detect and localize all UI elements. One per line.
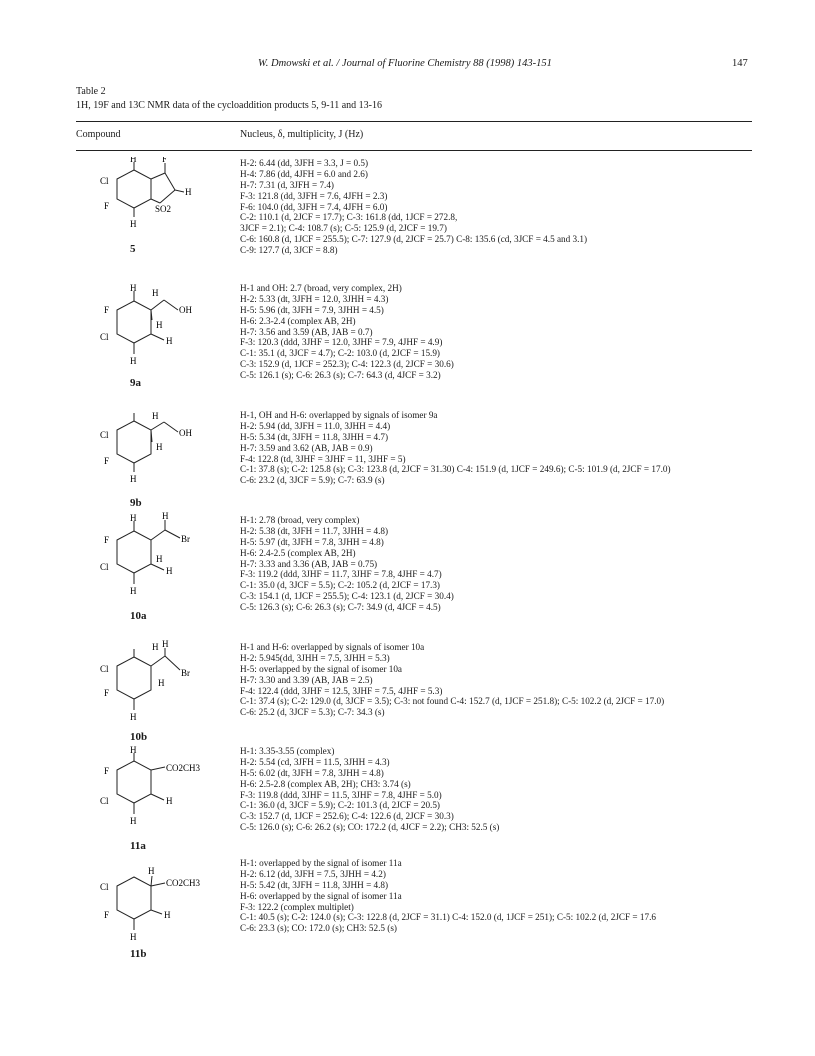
nmr-line: C-2: 110.1 (d, 2JCF = 17.7); C-3: 161.8 (dd, 1JCF = 272.8, xyxy=(240,212,458,223)
column-header-nucleus: Nucleus, δ, multiplicity, J (Hz) xyxy=(240,129,364,140)
nmr-line: C-3: 154.1 (d, 1JCF = 255.5); C-4: 123.1 (d, 2JCF = 30.4) xyxy=(240,591,454,602)
nmr-line: 3JCF = 2.1); C-4: 108.7 (s); C-5: 125.9 (d, 2JCF = 19.7) xyxy=(240,223,447,234)
nmr-line: F-3: 119.2 (ddd, 3JHF = 11.7, 3JHF = 7.8, 4JHF = 4.7) xyxy=(240,569,442,580)
atom-h: H xyxy=(130,932,137,942)
compound-label: 10b xyxy=(130,731,148,743)
nmr-data-10a xyxy=(240,515,760,613)
nmr-line: H-7: 3.56 and 3.59 (AB, JAB = 0.7) xyxy=(240,326,373,337)
nmr-data-9a xyxy=(240,283,760,381)
nmr-line: C-6: 160.8 (d, 1JCF = 255.5); C-7: 127.9 (d, 2JCF = 25.7) C-8: 135.6 (cd, 3JCF = 4.5 and 3.1) xyxy=(240,234,588,245)
journal-citation: W. Dmowski et al. / Journal of Fluorine Chemistry 88 (1998) 143-151 xyxy=(258,58,552,69)
atom-h: H xyxy=(185,187,192,197)
nmr-line: C-6: 23.3 (s); CO: 172.0 (s); CH3: 52.5 (s) xyxy=(240,923,397,934)
atom-h: H xyxy=(162,512,169,521)
nmr-line: C-5: 126.3 (s); C-6: 26.3 (s); C-7: 34.9 (d, 4JCF = 4.5) xyxy=(240,602,441,613)
nmr-line: H-2: 5.94 (dd, 3JFH = 11.0, 3JHH = 4.4) xyxy=(240,420,391,431)
nmr-line: H-2: 5.38 (dt, 3JFH = 11.7, 3JHH = 4.8) xyxy=(240,525,389,536)
nmr-line: H-2: 6.44 (dd, 3JFH = 3.3, J = 0.5) xyxy=(240,158,369,168)
nmr-line: H-1: overlapped by the signal of isomer 11a xyxy=(240,858,402,868)
nmr-data-5 xyxy=(240,158,760,256)
table-header-rule xyxy=(76,150,752,151)
atom-h: H xyxy=(130,712,137,722)
molecule-diagram-9a xyxy=(72,282,202,370)
nmr-line: H-2: 5.945(dd, 3JHH = 7.5, 3JHH = 5.3) xyxy=(240,652,390,663)
structure-9a xyxy=(72,282,202,394)
nmr-line: H-1 and OH: 2.7 (broad, very complex, 2H) xyxy=(240,283,402,293)
running-header xyxy=(0,58,815,72)
atom-h: H xyxy=(152,411,159,421)
atom-so2: SO2 xyxy=(155,204,172,214)
atom-h: H xyxy=(152,642,159,652)
atom-f: F xyxy=(104,201,110,211)
atom-co2ch3: CO2CH3 xyxy=(166,763,201,773)
nmr-line: H-7: 3.30 and 3.39 (AB, JAB = 2.5) xyxy=(240,674,373,685)
nmr-line: H-6: 2.3-2.4 (complex AB, 2H) xyxy=(240,315,356,326)
nmr-line: C-1: 37.8 (s); C-2: 125.8 (s); C-3: 123.8 (d, 2JCF = 31.30) C-4: 151.9 (d, 1JCF = 249.6); C-5: 101.9 (d, 2JCF = 17.0) xyxy=(240,464,671,475)
table-label: Table 2 xyxy=(76,86,106,97)
molecule-diagram-9b xyxy=(72,408,202,490)
atom-br: Br xyxy=(181,534,190,544)
atom-h: H xyxy=(158,678,165,688)
nmr-data-11a xyxy=(240,746,760,833)
nmr-line: C-5: 126.0 (s); C-6: 26.2 (s); CO: 172.2 (d, 4JCF = 2.2); CH3: 52.5 (s) xyxy=(240,822,500,833)
nmr-line: F-3: 119.8 (ddd, 3JHF = 11.5, 3JHF = 7.8, 4JHF = 5.0) xyxy=(240,789,442,800)
structure-11b xyxy=(72,862,202,970)
nmr-line: H-2: 5.33 (dt, 3JFH = 12.0, 3JHH = 4.3) xyxy=(240,293,389,304)
nmr-line: F-4: 122.8 (td, 3JHF = 3JHF = 11, 3JHF = 5) xyxy=(240,453,406,464)
structure-10b xyxy=(72,640,202,745)
nmr-line: H-2: 6.12 (dd, 3JFH = 7.5, 3JHH = 4.2) xyxy=(240,868,386,879)
atom-f: F xyxy=(162,157,168,164)
atom-h: H xyxy=(162,640,169,649)
atom-co2ch3: CO2CH3 xyxy=(166,878,201,888)
atom-f: F xyxy=(104,766,110,776)
atom-h: H xyxy=(130,745,137,755)
atom-h: H xyxy=(166,796,173,806)
molecule-diagram-5 xyxy=(72,157,202,237)
nmr-line: H-7: 3.33 and 3.36 (AB, JAB = 0.75) xyxy=(240,558,378,569)
nmr-line: H-6: overlapped by the signal of isomer 11a xyxy=(240,890,402,901)
column-header-compound: Compound xyxy=(76,129,121,140)
atom-f: F xyxy=(104,456,110,466)
nmr-line: H-7: 3.59 and 3.62 (AB, JAB = 0.9) xyxy=(240,442,373,453)
nmr-line: H-5: 5.96 (dt, 3JFH = 7.9, 3JHH = 4.5) xyxy=(240,304,384,315)
atom-cl: Cl xyxy=(100,664,109,674)
nmr-line: C-6: 23.2 (d, 3JCF = 5.9); C-7: 63.9 (s) xyxy=(240,475,385,486)
nmr-line: C-9: 127.7 (d, 3JCF = 8.8) xyxy=(240,245,338,256)
atom-h: H xyxy=(156,442,163,452)
nmr-line: H-4: 7.86 (dd, 4JFH = 6.0 and 2.6) xyxy=(240,168,368,179)
atom-h: H xyxy=(166,336,173,346)
nmr-line: H-5: 5.97 (dt, 3JFH = 7.8, 3JHH = 4.8) xyxy=(240,536,384,547)
molecule-diagram-11b xyxy=(72,862,202,950)
structure-9b xyxy=(72,408,202,508)
nmr-line: C-3: 152.9 (d, 1JCF = 252.3); C-4: 122.3 (d, 2JCF = 30.6) xyxy=(240,359,454,370)
atom-h: H xyxy=(166,566,173,576)
atom-h: H xyxy=(164,910,171,920)
nmr-line: F-3: 122.2 (complex multiplet) xyxy=(240,901,354,912)
nmr-line: H-1 and H-6: overlapped by signals of isomer 10a xyxy=(240,642,425,652)
compound-label: 5 xyxy=(130,243,136,255)
nmr-line: C-1: 37.4 (s); C-2: 129.0 (d, 3JCF = 3.5); C-3: not found C-4: 152.7 (d, 1JCF = 251.8); C-5: 102.2 (d, 2JCF = 17.0) xyxy=(240,696,665,707)
atom-h: H xyxy=(130,356,137,366)
nmr-line: H-2: 5.54 (cd, 3JFH = 11.5, 3JHH = 4.3) xyxy=(240,756,390,767)
atom-cl: Cl xyxy=(100,176,109,186)
atom-h: H xyxy=(152,288,159,298)
atom-h: H xyxy=(130,513,137,523)
atom-h: H xyxy=(130,157,137,164)
table-caption: 1H, 19F and 13C NMR data of the cycloaddition products 5, 9-11 and 13-16 xyxy=(76,100,382,111)
nmr-line: F-3: 120.3 (ddd, 3JHF = 12.0, 3JHF = 7.9, 4JHF = 4.9) xyxy=(240,337,443,348)
atom-br: Br xyxy=(181,668,190,678)
table-top-rule xyxy=(76,121,752,122)
atom-f: F xyxy=(104,305,110,315)
atom-h: H xyxy=(156,554,163,564)
atom-h: H xyxy=(130,586,137,596)
compound-label: 11a xyxy=(130,840,146,852)
nmr-line: H-1: 2.78 (broad, very complex) xyxy=(240,515,360,525)
nmr-line: C-1: 35.0 (d, 3JCF = 5.5); C-2: 105.2 (d, 2JCF = 17.3) xyxy=(240,580,440,591)
structure-11a xyxy=(72,744,202,854)
nmr-line: F-3: 121.8 (dd, 3JFH = 7.6, 4JFH = 2.3) xyxy=(240,190,388,201)
compound-label: 9a xyxy=(130,377,141,389)
atom-h: H xyxy=(156,320,163,330)
atom-h: H xyxy=(130,283,137,293)
nmr-line: C-1: 40.5 (s); C-2: 124.0 (s); C-3: 122.8 (d, 2JCF = 31.1) C-4: 152.0 (d, 1JCF = 251); C-5: 102.2 (d, 2JCF = 17.6 xyxy=(240,912,656,923)
atom-cl: Cl xyxy=(100,882,109,892)
nmr-line: H-1: 3.35-3.55 (complex) xyxy=(240,746,335,756)
atom-oh: OH xyxy=(179,428,192,438)
compound-label: 11b xyxy=(130,948,147,960)
compound-label: 9b xyxy=(130,497,142,509)
atom-cl: Cl xyxy=(100,562,109,572)
nmr-line: H-1, OH and H-6: overlapped by signals of isomer 9a xyxy=(240,410,438,420)
atom-h: H xyxy=(148,866,155,876)
nmr-line: H-7: 7.31 (d, 3JFH = 7.4) xyxy=(240,179,334,190)
molecule-diagram-10a xyxy=(72,512,202,600)
nmr-line: C-5: 126.1 (s); C-6: 26.3 (s); C-7: 64.3 (d, 4JCF = 3.2) xyxy=(240,370,441,381)
structure-10a xyxy=(72,512,202,624)
atom-cl: Cl xyxy=(100,796,109,806)
nmr-line: H-6: 2.5-2.8 (complex AB, 2H); CH3: 3.74 (s) xyxy=(240,778,411,789)
atom-f: F xyxy=(104,910,110,920)
nmr-line: C-6: 25.2 (d, 3JCF = 5.3); C-7: 34.3 (s) xyxy=(240,707,385,718)
atom-f: F xyxy=(104,535,110,545)
nmr-line: C-1: 35.1 (d, 3JCF = 4.7); C-2: 103.0 (d, 2JCF = 15.9) xyxy=(240,348,440,359)
nmr-line: C-1: 36.0 (d, 3JCF = 5.9); C-2: 101.3 (d, 2JCF = 20.5) xyxy=(240,800,440,811)
molecule-diagram-11a xyxy=(72,744,202,832)
nmr-line: H-5: 5.42 (dt, 3JFH = 11.8, 3JHH = 4.8) xyxy=(240,879,389,890)
compound-label: 10a xyxy=(130,610,147,622)
nmr-line: F-6: 104.0 (dd, 3JFH = 7.4, 4JFH = 6.0) xyxy=(240,201,388,212)
page-number: 147 xyxy=(732,58,748,69)
atom-cl: Cl xyxy=(100,332,109,342)
nmr-line: H-5: 5.34 (dt, 3JFH = 11.8, 3JHH = 4.7) xyxy=(240,431,389,442)
atom-h: H xyxy=(130,219,137,229)
structure-5 xyxy=(72,157,202,257)
atom-cl: Cl xyxy=(100,430,109,440)
atom-h: H xyxy=(130,474,137,484)
nmr-data-9b xyxy=(240,410,760,486)
nmr-line: H-5: overlapped by the signal of isomer 10a xyxy=(240,663,403,674)
molecule-diagram-10b xyxy=(72,640,202,726)
nmr-data-10b xyxy=(240,642,760,718)
nmr-line: H-6: 2.4-2.5 (complex AB, 2H) xyxy=(240,547,356,558)
atom-h: H xyxy=(130,816,137,826)
nmr-line: C-3: 152.7 (d, 1JCF = 252.6); C-4: 122.6 (d, 2JCF = 30.3) xyxy=(240,811,454,822)
nmr-line: H-5: 6.02 (dt, 3JFH = 7.8, 3JHH = 4.8) xyxy=(240,767,384,778)
atom-oh: OH xyxy=(179,305,192,315)
nmr-data-11b xyxy=(240,858,760,934)
nmr-line: F-4: 122.4 (ddd, 3JHF = 12.5, 3JHF = 7.5, 4JHF = 5.3) xyxy=(240,685,443,696)
atom-f: F xyxy=(104,688,110,698)
